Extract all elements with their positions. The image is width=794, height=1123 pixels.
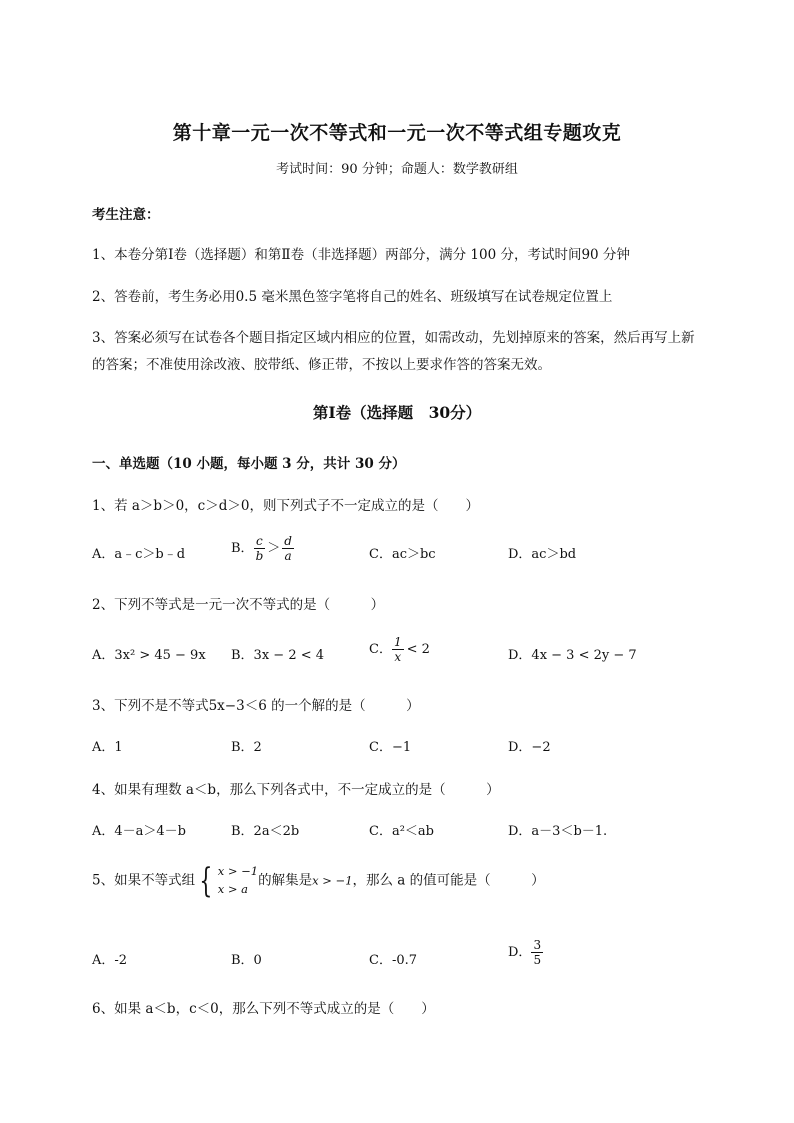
exam-title: 第十章一元一次不等式和一元一次不等式组专题攻克 xyxy=(172,122,622,144)
section-title: 第Ⅰ卷（选择题 30分） xyxy=(312,403,482,422)
fraction-d-over-a: $\frac{d}{a}$ xyxy=(284,534,292,563)
question-4-option-d[interactable]: D．a－3＜b－1. xyxy=(508,824,608,839)
question-2-stem: 2、下列不等式是一元一次不等式的是（ ） xyxy=(92,597,385,613)
notice-item-3: 3、答案必须写在试卷各个题目指定区域内相应的位置，如需改动，先划掉原来的答案，然后再写上新 xyxy=(92,330,695,346)
question-1-option-a[interactable]: A．a﹣c＞b﹣d xyxy=(92,547,186,562)
question-5-option-b[interactable]: B．0 xyxy=(231,953,262,968)
question-6-stem: 6、如果 a＜b，c＜0，那么下列不等式成立的是（ ） xyxy=(92,1001,435,1017)
question-4-option-b[interactable]: B．2a＜2b xyxy=(231,824,300,839)
fraction-1-over-x: $\frac{1}{x}$ xyxy=(393,635,402,664)
question-1-option-c[interactable]: C．ac＞bc xyxy=(369,547,436,562)
notice-item-1: 1、本卷分第Ⅰ卷（选择题）和第Ⅱ卷（非选择题）两部分，满分 100 分，考试时间90 分钟 xyxy=(92,247,630,263)
notice-item-2: 2、答卷前，考生务必用0.5 毫米黑色签字笔将自己的姓名、班级填写在试卷规定位置上 xyxy=(92,289,613,305)
exam-subtitle: 考试时间：90 分钟；命题人：数学教研组 xyxy=(276,162,518,177)
question-4-option-a[interactable]: A．4－a＞4－b xyxy=(92,824,187,839)
question-2-option-a[interactable]: A．3x² > 45 − 9x xyxy=(92,648,206,663)
question-4-option-c[interactable]: C．a²＜ab xyxy=(369,824,434,839)
question-2-option-b[interactable]: B．3x − 2 < 4 xyxy=(231,648,325,663)
question-5-option-a[interactable]: A．-2 xyxy=(92,953,128,968)
question-1-option-d[interactable]: D．ac＞bd xyxy=(508,547,577,562)
question-2-option-c[interactable]: C． $\frac{1}{x}$ < 2 xyxy=(369,635,430,664)
inequality-system: { x > −1 x > a xyxy=(199,860,259,901)
question-5-stem: 5、如果不等式组 { x > −1 x > a 的解集是x > −1，那么 a 的值可能是（ ） xyxy=(92,860,545,901)
question-3-option-a[interactable]: A．1 xyxy=(92,740,123,755)
question-3-option-b[interactable]: B．2 xyxy=(231,740,262,755)
question-2-option-d[interactable]: D．4x − 3 < 2y − 7 xyxy=(508,648,637,663)
question-3-option-d[interactable]: D．−2 xyxy=(508,740,551,755)
notice-heading: 考生注意： xyxy=(92,207,160,223)
fraction-c-over-b: $\frac{c}{b}$ xyxy=(255,534,264,563)
part-heading: 一、单选题（10 小题，每小题 3 分，共计 30 分） xyxy=(92,456,406,472)
option-c-label: C． xyxy=(369,642,392,657)
option-b-label: B． xyxy=(231,541,254,556)
option-d-label: D． xyxy=(508,945,532,960)
question-1-option-b[interactable]: B． $\frac{c}{b}$ ＞ $\frac{d}{a}$ xyxy=(231,534,292,563)
question-4-stem: 4、如果有理数 a＜b，那么下列各式中，不一定成立的是（ ） xyxy=(92,782,500,798)
fraction-3-over-5: $\frac{3}{5}$ xyxy=(533,938,542,967)
notice-item-3-cont: 的答案；不准使用涂改液、胶带纸、修正带，不按以上要求作答的答案无效。 xyxy=(92,357,551,373)
question-1-stem: 1、若 a＞b＞0，c＞d＞0，则下列式子不一定成立的是（ ） xyxy=(92,498,479,514)
question-3-stem: 3、下列不是不等式5x−3＜6 的一个解的是（ ） xyxy=(92,698,420,714)
question-5-option-c[interactable]: C．-0.7 xyxy=(369,953,418,968)
question-5-option-d[interactable] xyxy=(508,939,543,966)
question-3-option-c[interactable]: C．−1 xyxy=(369,740,412,755)
